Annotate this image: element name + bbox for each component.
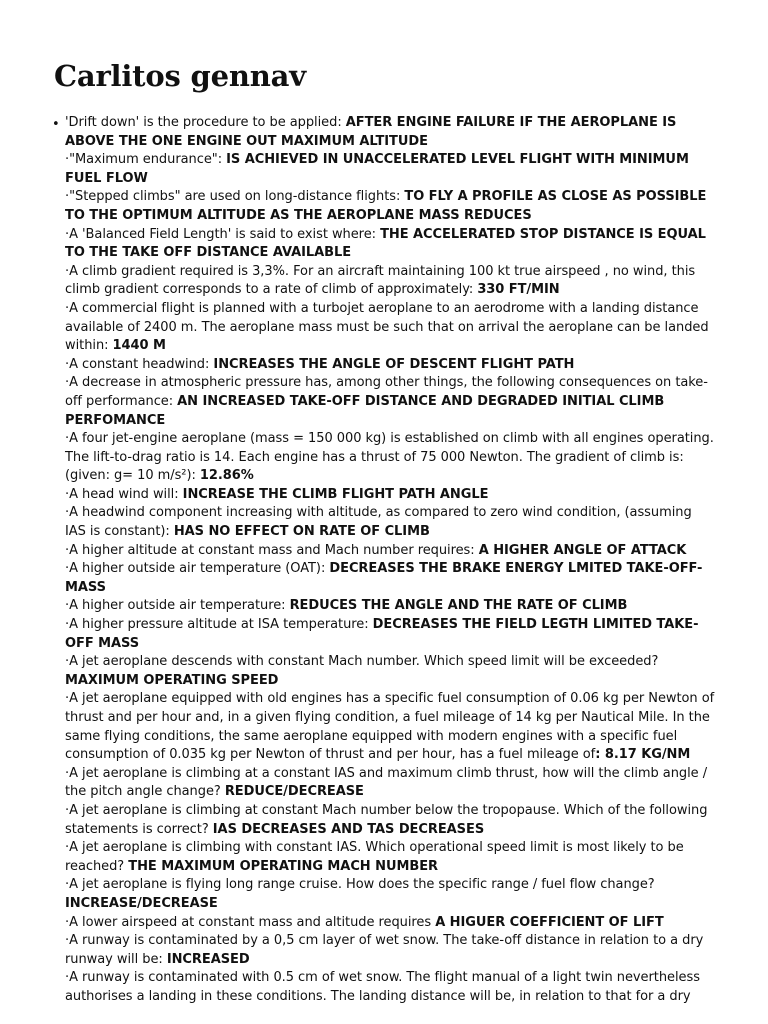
- question-text: ·A higher altitude at constant mass and Mach number requires:: [65, 542, 479, 558]
- answer-text: REDUCES THE ANGLE AND THE RATE OF CLIMB: [289, 598, 628, 614]
- list-item: [65, 690, 715, 764]
- question-text: ·A headwind component increasing with altitude, as compared to zero wind condition, (assuming IAS is constant):: [65, 505, 692, 540]
- list-item: [65, 356, 715, 375]
- list-item: [65, 560, 715, 597]
- list-item: [65, 597, 715, 616]
- list-item: [65, 969, 715, 1006]
- list-item: [65, 653, 715, 690]
- list-item: [65, 263, 715, 300]
- list-item: [65, 504, 715, 541]
- list-item: [65, 300, 715, 356]
- list-item: [65, 616, 715, 653]
- list-item: [65, 486, 715, 505]
- question-text: ·A runway is contaminated with 0.5 cm of wet snow. The flight manual of a light twin nevertheless authorises a landing in these conditions. The landing distance will be, in relation to that for a dry: [65, 970, 700, 1004]
- answer-text: INCREASE THE CLIMB FLIGHT PATH ANGLE: [182, 486, 489, 502]
- question-text: ·A lower airspeed at constant mass and altitude requires: [65, 914, 436, 930]
- answer-text: REDUCE/DECREASE: [224, 784, 364, 800]
- question-text: ·A constant headwind:: [65, 356, 214, 372]
- question-text: ·"Maximum endurance":: [65, 152, 227, 168]
- answer-text: A HIGUER COEFFICIENT OF LIFT: [435, 914, 664, 930]
- question-text: ·A commercial flight is planned with a turbojet aeroplane to an aerodrome with a landing distance available of 2400 m. The aeroplane mass must be such that on arrival the aeroplane can be landed within:: [65, 300, 709, 354]
- answer-text: IAS DECREASES AND TAS DECREASES: [212, 821, 485, 837]
- list-bullet: •: [52, 117, 60, 132]
- answer-text: MAXIMUM OPERATING SPEED: [65, 672, 279, 688]
- list-item: [65, 151, 715, 188]
- question-text: ·A higher outside air temperature (OAT):: [65, 561, 330, 577]
- question-text: 'Drift down' is the procedure to be applied:: [65, 115, 346, 130]
- answer-text: 330 FT/MIN: [477, 282, 560, 298]
- list-item: [65, 932, 715, 969]
- list-item: [65, 802, 715, 839]
- list-item: [65, 226, 715, 263]
- answer-text: AN INCREASED TAKE-OFF DISTANCE AND DEGRADED INITIAL CLIMB PERFOMANCE: [65, 393, 665, 428]
- answer-text: INCREASE/DECREASE: [65, 895, 218, 911]
- question-text: ·A jet aeroplane is flying long range cruise. How does the specific range / fuel flow change?: [65, 877, 655, 893]
- answer-text: 1440 M: [112, 338, 166, 354]
- answer-text: IS ACHIEVED IN UNACCELERATED LEVEL FLIGHT WITH MINIMUM FUEL FLOW: [65, 152, 689, 186]
- answer-text: A HIGHER ANGLE OF ATTACK: [478, 542, 687, 558]
- question-text: ·A head wind will:: [65, 486, 183, 502]
- list-item: [65, 430, 715, 486]
- list-item: [65, 114, 715, 151]
- answer-text: : 8.17 KG/NM: [595, 747, 691, 763]
- answer-text: DECREASES THE FIELD LEGTH LIMITED TAKE-OFF MASS: [65, 617, 699, 651]
- question-text: ·"Stepped climbs" are used on long-distance flights:: [65, 189, 405, 205]
- list-item: [65, 839, 715, 876]
- qa-list: [65, 114, 715, 1007]
- document-title: Carlitos gennav: [54, 59, 306, 93]
- question-text: ·A jet aeroplane is climbing at a constant IAS and maximum climb thrust, how will the climb angle / the pitch angle change?: [65, 765, 708, 800]
- question-text: ·A decrease in atmospheric pressure has, among other things, the following consequences on take-off performance:: [65, 375, 708, 409]
- list-item: [65, 765, 715, 802]
- question-text: ·A 'Balanced Field Length' is said to exist where:: [65, 226, 381, 242]
- answer-text: INCREASED: [166, 951, 250, 967]
- list-item: [65, 876, 715, 913]
- list-item: [65, 914, 715, 933]
- question-text: ·A higher outside air temperature:: [65, 598, 290, 614]
- question-text: ·A jet aeroplane equipped with old engines has a specific fuel consumption of 0.06 kg per Newton of thrust and per hour and, in a given flying condition, a fuel mileage of 14 kg per Nautical Mile. In the same flying conditions, the same aeroplane equipped with modern engines with a specific fuel consumption of 0.035 kg per Newton of thrust and per hour, has a fuel mileage of: [65, 691, 715, 763]
- list-item: [65, 542, 715, 561]
- answer-text: 12.86%: [199, 468, 254, 484]
- answer-text: DECREASES THE BRAKE ENERGY LMITED TAKE-OFF-MASS: [65, 561, 703, 595]
- question-text: ·A four jet-engine aeroplane (mass = 150 000 kg) is established on climb with all engines operating. The lift-to-drag ratio is 14. Each engine has a thrust of 75 000 Newton. The gradient of climb is: (given: g= 10 m/s²):: [65, 431, 714, 484]
- list-item: [65, 188, 715, 225]
- answer-text: THE MAXIMUM OPERATING MACH NUMBER: [128, 858, 438, 874]
- answer-text: AFTER ENGINE FAILURE IF THE AEROPLANE IS ABOVE THE ONE ENGINE OUT MAXIMUM ALTITUDE: [65, 115, 677, 149]
- question-text: ·A jet aeroplane descends with constant Mach number. Which speed limit will be exceeded?: [65, 654, 659, 670]
- list-item: [65, 374, 715, 430]
- answer-text: THE ACCELERATED STOP DISTANCE IS EQUAL TO THE TAKE OFF DISTANCE AVAILABLE: [65, 226, 706, 261]
- answer-text: HAS NO EFFECT ON RATE OF CLIMB: [173, 524, 430, 540]
- answer-text: INCREASES THE ANGLE OF DESCENT FLIGHT PATH: [213, 356, 575, 372]
- question-text: ·A climb gradient required is 3,3%. For an aircraft maintaining 100 kt true airspeed , no wind, this climb gradient corresponds to a rate of climb of approximately:: [65, 263, 696, 298]
- question-text: ·A higher pressure altitude at ISA temperature:: [65, 617, 373, 633]
- answer-text: TO FLY A PROFILE AS CLOSE AS POSSIBLE TO THE OPTIMUM ALTITUDE AS THE AEROPLANE MASS REDUCES: [65, 189, 707, 223]
- question-text: ·A jet aeroplane is climbing at constant Mach number below the tropopause. Which of the following statements is correct?: [65, 802, 708, 837]
- question-text: ·A jet aeroplane is climbing with constant IAS. Which operational speed limit is most likely to be reached?: [65, 840, 684, 874]
- question-text: ·A runway is contaminated by a 0,5 cm layer of wet snow. The take-off distance in relation to a dry runway will be:: [65, 933, 704, 967]
